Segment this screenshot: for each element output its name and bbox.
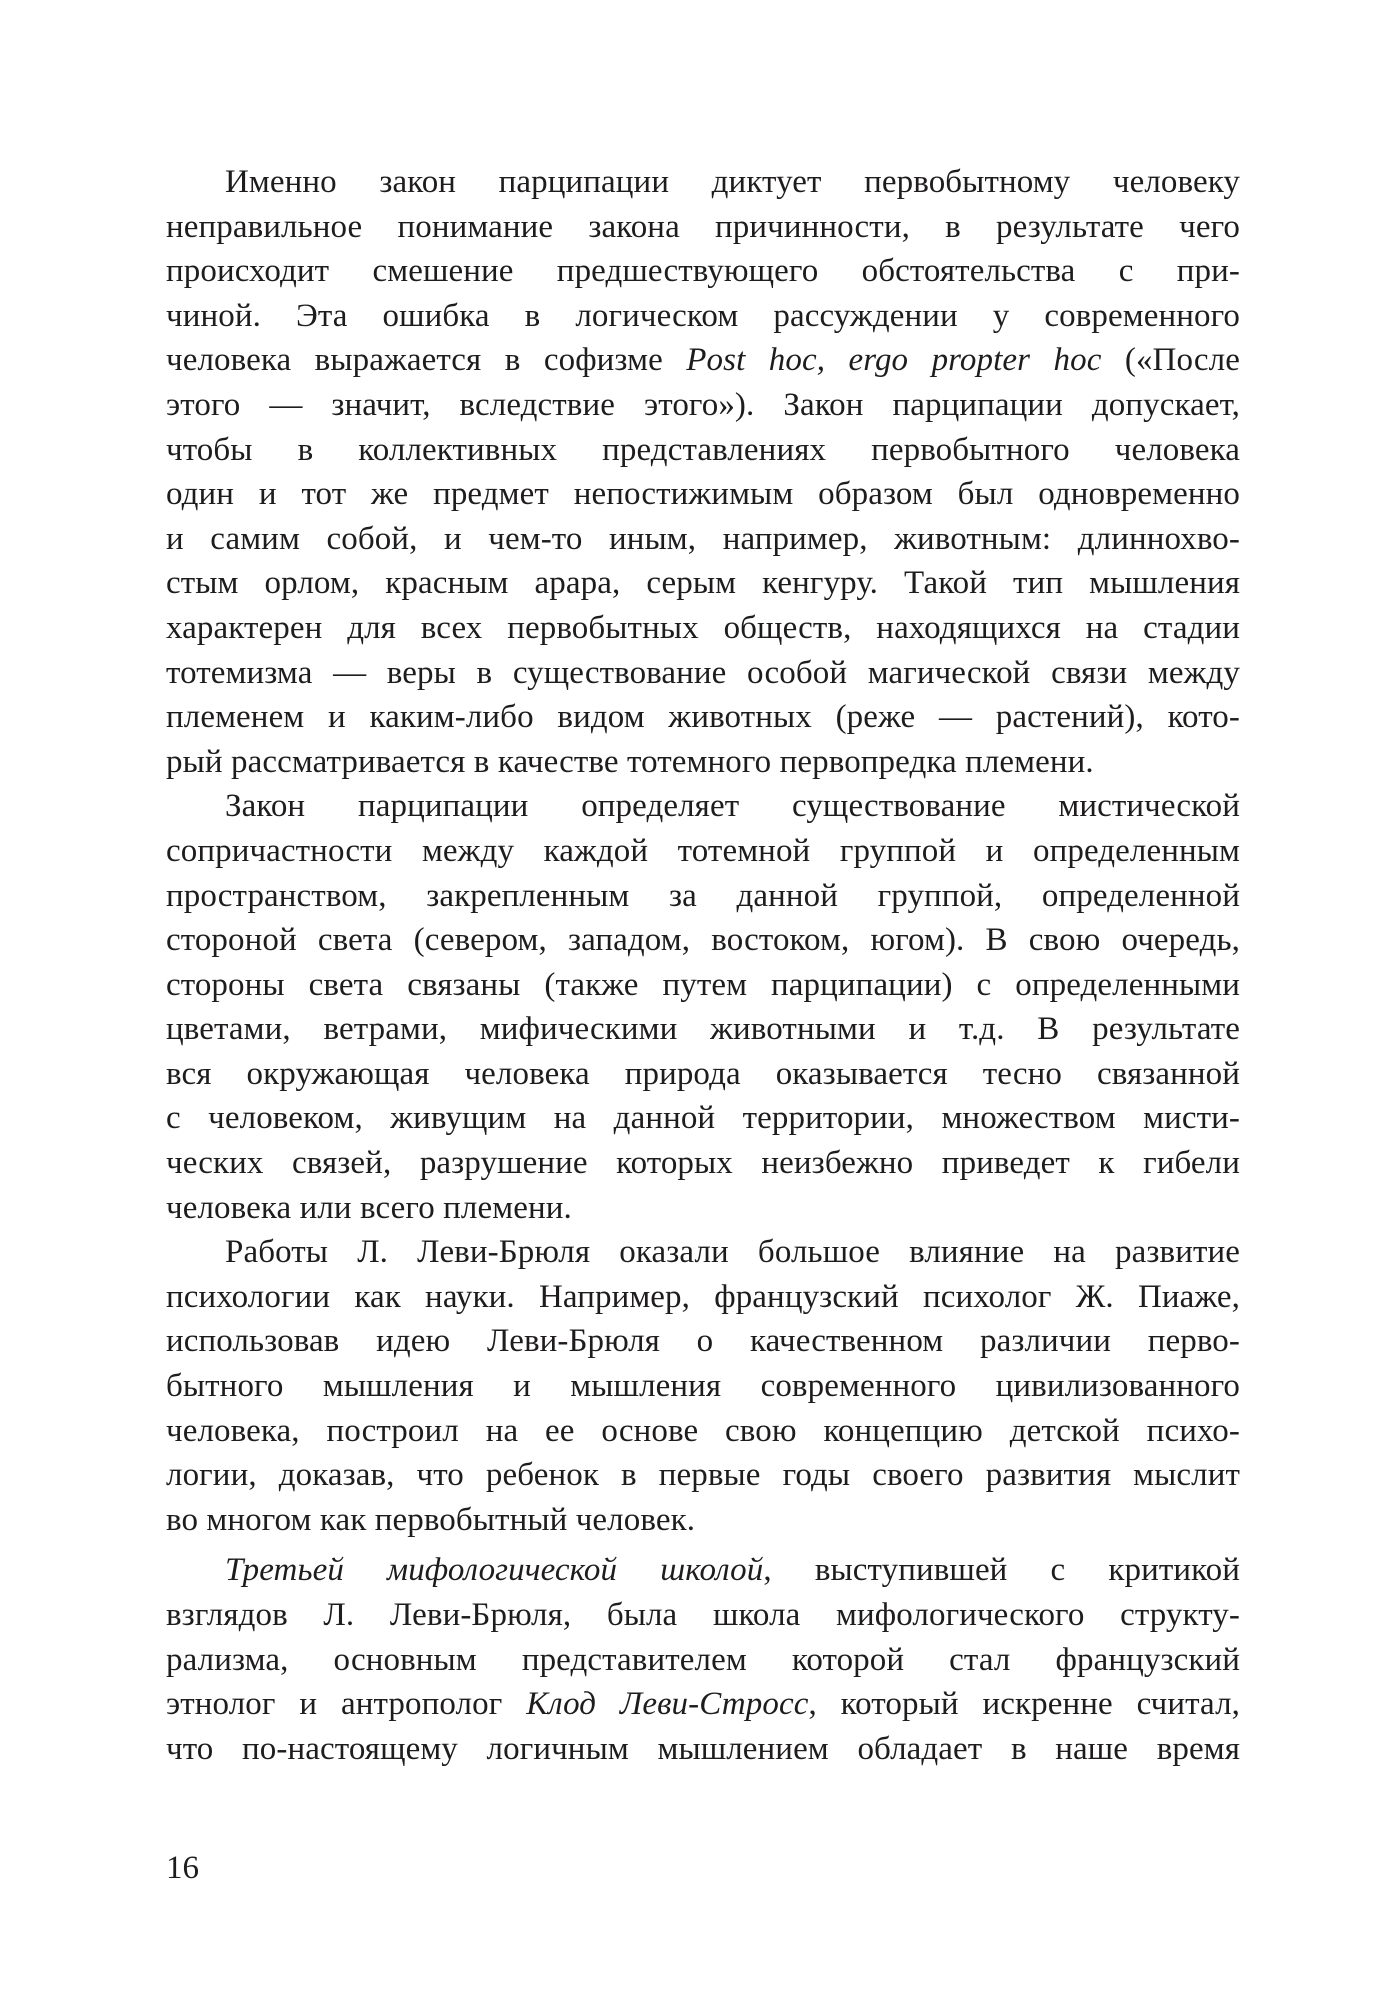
text-line: бытного мышления и мышления современного цивилизованного — [166, 1368, 1240, 1405]
text-line: человека, построил на ее основе свою концепцию детской психо- — [166, 1412, 1240, 1449]
text-line: и самим собой, и чем-то иным, например, животным: длиннохво- — [166, 520, 1240, 557]
text-line: логии, доказав, что ребенок в первые годы своего развития мыслит — [166, 1457, 1240, 1494]
text-line: пространством, закрепленным за данной группой, определенной — [166, 877, 1240, 914]
text-line: Закон парципации определяет существование мистической — [225, 788, 1240, 825]
text-line: чтобы в коллективных представлениях первобытного человека — [166, 431, 1240, 468]
text-line: этого — значит, вследствие этого»). Закон парципации допускает, — [166, 386, 1240, 423]
text-line: психологии как науки. Например, французский психолог Ж. Пиаже, — [166, 1278, 1240, 1315]
text-line: стым орлом, красным арара, серым кенгуру. Такой тип мышления — [166, 565, 1240, 602]
text-line: человека или всего племени. — [166, 1189, 572, 1226]
text-line: что по-настоящему логичным мышлением обладает в наше время — [166, 1730, 1240, 1767]
text-line: взглядов Л. Леви-Брюля, была школа мифологического структу- — [166, 1597, 1240, 1633]
text-line: стороны света связаны (также путем парципации) с определенными — [166, 966, 1240, 1003]
text-line: Работы Л. Леви-Брюля оказали большое влияние на развитие — [225, 1234, 1240, 1271]
text-line: с человеком, живущим на данной территории, множеством мисти- — [166, 1100, 1240, 1137]
latin-phrase: Post hoc, ergo propter hoc — [686, 342, 1102, 379]
text-line: во многом как первобытный человек. — [166, 1501, 696, 1538]
text-line: этнолог и антрополог Клод Леви-Стросс, который искренне считал, — [166, 1686, 1240, 1723]
text-line: вся окружающая человека природа оказывается тесно связанной — [166, 1055, 1240, 1092]
paragraph-1 — [166, 160, 1240, 784]
text-line: чиной. Эта ошибка в логическом рассуждении у современного — [166, 297, 1240, 334]
text-line: человека выражается в софизме Post hoc, ergo propter hoc («После — [166, 342, 1240, 379]
text-line: один и тот же предмет непостижимым образом был одновременно — [166, 476, 1240, 513]
text-line: характерен для всех первобытных обществ, находящихся на стадии — [166, 609, 1240, 646]
page-number: 16 — [166, 1850, 199, 1886]
text-line: происходит смешение предшествующего обстоятельства с при- — [166, 253, 1240, 290]
text-line: использовав идею Леви-Брюля о качественном различии перво- — [166, 1323, 1240, 1360]
paragraph-2 — [166, 784, 1240, 1230]
text-line: сопричастности между каждой тотемной группой и определенным — [166, 832, 1240, 869]
paragraph-3 — [166, 1230, 1240, 1542]
text-line: племенем и каким-либо видом животных (реже — растений), кото- — [166, 699, 1240, 736]
text-line: рый рассматривается в качестве тотемного первопредка племени. — [166, 743, 1094, 780]
text-line: тотемизма — веры в существование особой магической связи между — [166, 654, 1240, 691]
paragraph-4 — [166, 1548, 1240, 1771]
text-line: цветами, ветрами, мифическими животными и т.д. В результате — [166, 1011, 1240, 1048]
text-line: Третьей мифологической школой, выступившей с критикой — [225, 1552, 1240, 1589]
term-italic: Третьей мифологической школой — [225, 1552, 764, 1589]
text-line: ческих связей, разрушение которых неизбежно приведет к гибели — [166, 1145, 1240, 1182]
text-line: неправильное понимание закона причинности, в результате чего — [166, 208, 1240, 245]
body-text — [166, 160, 1240, 1771]
text-line: рализма, основным представителем которой стал французский — [166, 1641, 1240, 1678]
text-line: Именно закон парципации диктует первобытному человеку — [225, 164, 1240, 200]
text-line: стороной света (севером, западом, востоком, югом). В свою очередь, — [166, 922, 1240, 959]
name-italic: Клод Леви-Стросс — [526, 1686, 809, 1723]
